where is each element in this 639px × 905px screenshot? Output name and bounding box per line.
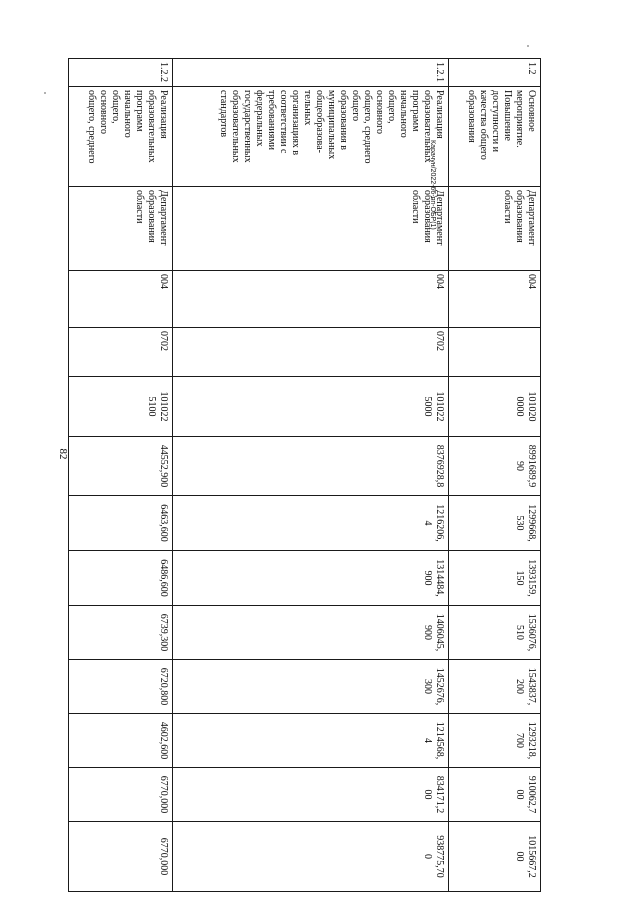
cell-total: 8991689,9 90	[449, 437, 541, 496]
cell-year-5: 1293218, 700	[449, 714, 541, 768]
page-number: 82	[57, 448, 69, 460]
cell-name: Основное мероприятие. Повышение доступности и качества общего образования	[449, 87, 541, 187]
cell-target-item: 101020 0000	[449, 377, 541, 437]
scan-speck	[527, 45, 529, 47]
document-stamp: Карачун/2022-66-пп-ОБР(1)	[429, 140, 436, 230]
cell-section	[449, 328, 541, 377]
cell-year-4: 1543837, 200	[449, 660, 541, 714]
cell-name: Реализация образовательных программ начального общего, основного общего, среднего общего образования в муниципальных общеобразова- тельных организациях в соответствии с требованиями федеральных государственных образовательных стандартов	[173, 87, 449, 187]
cell-target-item: 101022 5000	[173, 377, 449, 437]
cell-section: 0702	[69, 328, 173, 377]
cell-grbs: 004	[173, 271, 449, 328]
cell-code: 1.2.2	[69, 59, 173, 87]
cell-year-4: 1452676, 300	[173, 660, 449, 714]
cell-total: 44552,900	[69, 437, 173, 496]
cell-year-6: 834171,2 00	[173, 768, 449, 822]
cell-department: Департамент образования области	[449, 187, 541, 271]
cell-year-6: 910062,7 00	[449, 768, 541, 822]
table-row	[173, 59, 449, 892]
table-row	[449, 59, 541, 892]
cell-year-7: 1015667,2 00	[449, 822, 541, 892]
cell-year-1: 1216206, 4	[173, 496, 449, 551]
cell-year-7: 6770,000	[69, 822, 173, 892]
cell-grbs: 004	[69, 271, 173, 328]
cell-year-3: 1536076, 510	[449, 606, 541, 660]
cell-year-6: 6770,000	[69, 768, 173, 822]
cell-year-2: 6486,600	[69, 551, 173, 606]
cell-year-3: 1406045, 900	[173, 606, 449, 660]
cell-target-item: 101022 5100	[69, 377, 173, 437]
cell-name: Реализация образовательных программ начального общего, основного общего, среднего	[69, 87, 173, 187]
cell-year-1: 1299668, 530	[449, 496, 541, 551]
cell-year-2: 1314484, 900	[173, 551, 449, 606]
cell-year-7: 938775,70 0	[173, 822, 449, 892]
cell-grbs: 004	[449, 271, 541, 328]
cell-year-4: 6720,800	[69, 660, 173, 714]
cell-year-5: 1214568, 4	[173, 714, 449, 768]
cell-department: Департамент образования области	[173, 187, 449, 271]
cell-year-1: 6463,600	[69, 496, 173, 551]
cell-code: 1.2	[449, 59, 541, 87]
cell-year-5: 4602,600	[69, 714, 173, 768]
table-row	[69, 59, 173, 892]
cell-department: Департамент образования области	[69, 187, 173, 271]
cell-year-2: 1393159, 150	[449, 551, 541, 606]
rotated-table-wrapper	[69, 58, 541, 878]
cell-total: 8376928,8	[173, 437, 449, 496]
cell-code: 1.2.1	[173, 59, 449, 87]
cell-year-3: 6739,300	[69, 606, 173, 660]
cell-section: 0702	[173, 328, 449, 377]
scan-speck	[44, 92, 46, 94]
budget-table	[68, 58, 541, 892]
